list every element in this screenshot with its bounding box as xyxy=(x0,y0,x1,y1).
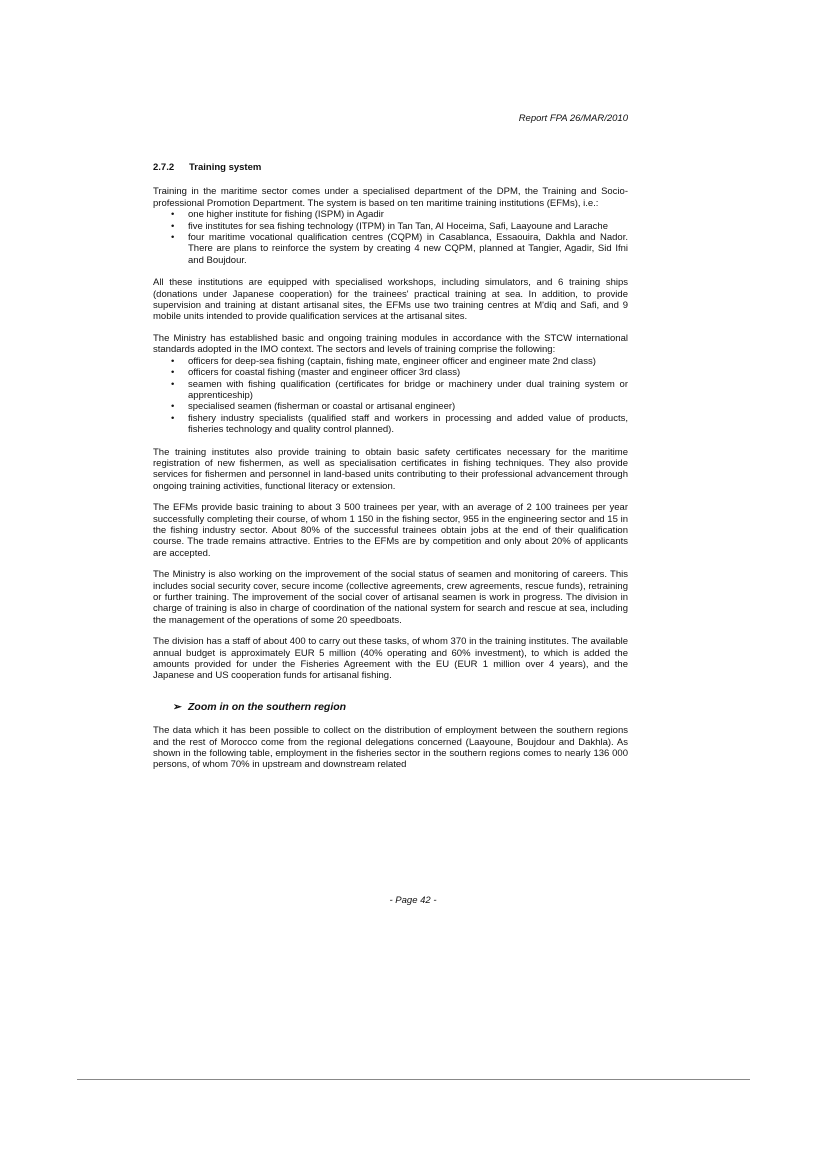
list-item: • one higher institute for fishing (ISPM) in Agadir xyxy=(153,209,628,220)
list-item: • officers for deep-sea fishing (captain, fishing mate, engineer officer and engineer mate 2nd class) xyxy=(153,356,628,367)
section-number: 2.7.2 xyxy=(153,162,175,173)
list-item: • four maritime vocational qualification centres (CQPM) in Casablanca, Essaouira, Dakhla and Nador. There are plans to reinforce the system by creating 4 new CQPM, planned at Tangier, Agadir, Sid Ifni and Boujdour. xyxy=(153,232,628,266)
social-paragraph: The Ministry is also working on the improvement of the social status of seamen and monitoring of careers. This includes social security cover, secure income (collective agreements, crew agreements, rescue funds), retraining or further training. The improvement of the social cover of artisanal seamen is work in progress. The division in charge of training is also in charge of coordination of the national system for search and rescue at sea, including the management of the operations of some 20 speedboats. xyxy=(153,569,628,626)
section-title: Training system xyxy=(189,162,262,173)
page-number: - Page 42 - xyxy=(389,895,437,906)
list-item: • specialised seamen (fisherman or coastal or artisanal engineer) xyxy=(153,401,628,412)
intro-paragraph: Training in the maritime sector comes under a specialised department of the DPM, the Training and Socio-professional Promotion Department. The system is based on ten maritime training institutions (EFMs), i.e.: xyxy=(153,186,628,209)
list-item: • seamen with fishing qualification (certificates for bridge or machinery under dual training system or apprenticeship) xyxy=(153,379,628,402)
staff-paragraph: The division has a staff of about 400 to carry out these tasks, of whom 370 in the training institutes. The available annual budget is approximately EUR 5 million (40% operating and 60% investment), to which is added the amounts provided for under the Fisheries Agreement with the EU (EUR 1 million over 4 years), and the Japanese and US cooperation funds for artisanal fishing. xyxy=(153,636,628,682)
list-item: • fishery industry specialists (qualified staff and workers in processing and added value of products, fisheries technology and quality control planned). xyxy=(153,413,628,436)
footer-divider xyxy=(77,1079,750,1080)
subsection-title: Zoom in on the southern region xyxy=(188,700,347,713)
page-body xyxy=(153,162,628,781)
list-item: • officers for coastal fishing (master and engineer officer 3rd class) xyxy=(153,367,628,378)
trainees-paragraph: The EFMs provide basic training to about 3 500 trainees per year, with an average of 2 100 trainees per year successfully completing their course, of whom 1 150 in the fishing sector, 955 in the engineering sector and 15 in the fishing industry sector. About 80% of the successful trainees obtain jobs at the end of their qualification course. The trade remains attractive. Entries to the EFMs are by competition and only about 20% of applicants are accepted. xyxy=(153,502,628,559)
workshops-paragraph: All these institutions are equipped with specialised workshops, including simulators, and 6 training ships (donations under Japanese cooperation) for the trainees' practical training at sea. In addition, to provide supervision and training at distant artisanal sites, the EFMs use two training centres at M'diq and Safi, and 9 mobile units intended to provide qualification services at the artisanal sites. xyxy=(153,277,628,323)
list-item: • five institutes for sea fishing technology (ITPM) in Tan Tan, Al Hoceima, Safi, Laayoune and Larache xyxy=(153,221,628,232)
safety-paragraph: The training institutes also provide training to obtain basic safety certificates necessary for the maritime registration of new fishermen, as well as specialisation certificates in fishing techniques. They also provide services for fishermen and personnel in land-based units contributing to their professional advancement through ongoing training activities, functional literacy or extension. xyxy=(153,446,628,492)
report-header: Report FPA 26/MAR/2010 xyxy=(518,113,628,124)
institutions-list xyxy=(153,209,628,266)
modules-paragraph: The Ministry has established basic and ongoing training modules in accordance with the STCW international standards adopted in the IMO context. The sectors and levels of training comprise the following: xyxy=(153,332,628,356)
training-levels-list xyxy=(153,356,628,436)
section-heading xyxy=(153,162,628,173)
arrow-bullet-icon: ➢ xyxy=(173,700,182,713)
southern-region-paragraph: The data which it has been possible to collect on the distribution of employment between the southern regions and the rest of Morocco come from the regional delegations concerned (Laayoune, Boujdour and Dakhla). As shown in the following table, employment in the fisheries sector in the southern regions comes to nearly 136 000 persons, of whom 70% in upstream and downstream related xyxy=(153,725,628,771)
subsection-heading xyxy=(173,702,628,713)
